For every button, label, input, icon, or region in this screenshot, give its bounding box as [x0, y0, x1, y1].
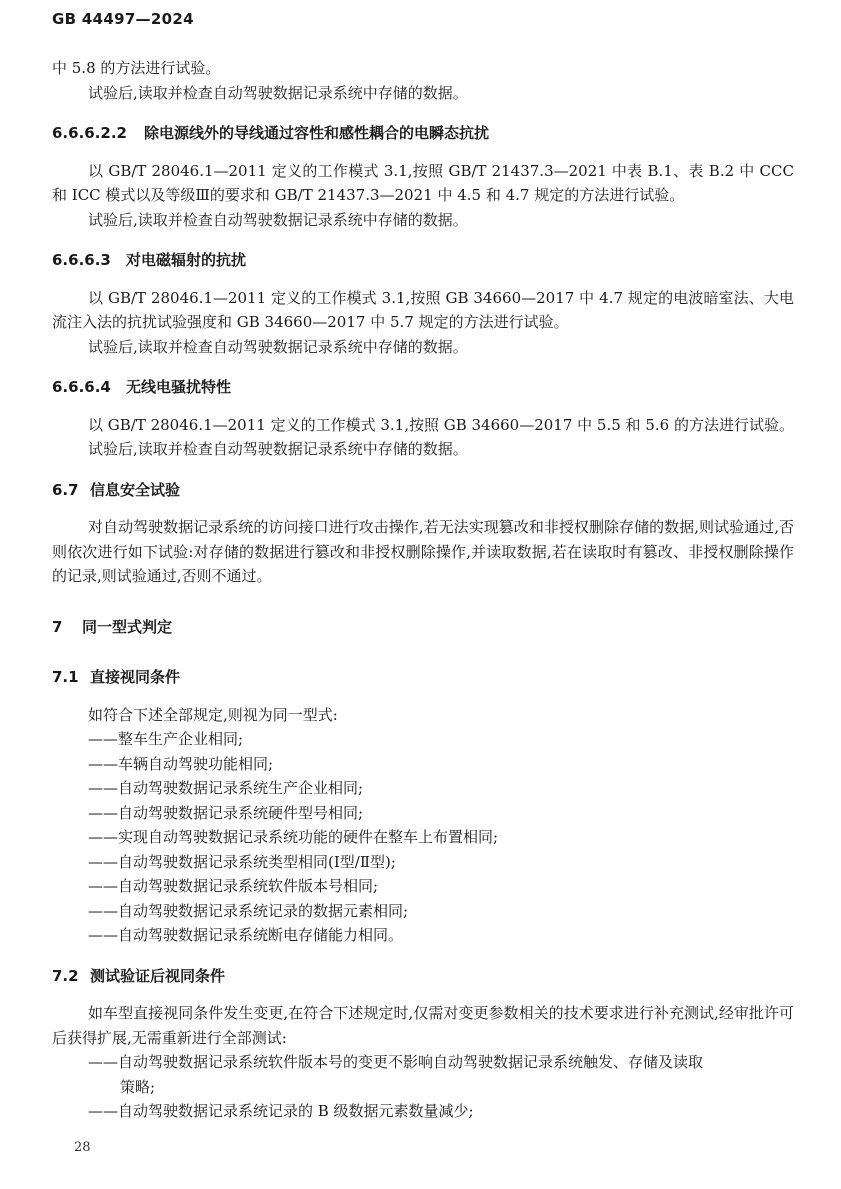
clause-title: 测试验证后视同条件 [90, 966, 226, 985]
standard-code-header: GB 44497—2024 [52, 10, 194, 28]
chapter-number: 7 [52, 617, 63, 636]
paragraph: 如车型直接视同条件发生变更,在符合下述规定时,仅需对变更参数相关的技术要求进行补充测试,经审批许可后获得扩展,无需重新进行全部测试: [52, 1004, 794, 1047]
list-item-continuation: 策略; [120, 1077, 156, 1096]
clause-title: 除电源线外的导线通过容性和感性耦合的电瞬态抗扰 [144, 124, 490, 142]
page-number: 28 [74, 1140, 91, 1155]
chapter-title: 同一型式判定 [82, 617, 173, 636]
list-item: ——车辆自动驾驶功能相同; [88, 754, 274, 773]
list-item [52, 1050, 794, 1099]
paragraph: 以 GB/T 28046.1—2011 定义的工作模式 3.1,按照 GB/T 21437.3—2021 中表 B.1、表 B.2 中 CCC 和 ICC 模式以及等级Ⅲ的要求和 GB/T 21437.3—2021 中 4.5 和 4.7 规定的方法进行试验。 [52, 161, 794, 204]
list-item: ——自动驾驶数据记录系统软件版本号相同; [88, 877, 379, 895]
clause-heading [52, 964, 794, 989]
clause-heading [52, 248, 794, 273]
paragraph: 试验后,读取并检查自动驾驶数据记录系统中存储的数据。 [88, 83, 468, 102]
clause-number: 7.2 [52, 966, 79, 985]
chapter-heading [52, 615, 794, 640]
paragraph: 试验后,读取并检查自动驾驶数据记录系统中存储的数据。 [88, 440, 468, 458]
clause-heading [52, 121, 794, 146]
paragraph: 试验后,读取并检查自动驾驶数据记录系统中存储的数据。 [88, 210, 468, 229]
clause-heading [52, 478, 794, 503]
clause-heading [52, 375, 794, 400]
clause-title: 信息安全试验 [90, 480, 181, 499]
paragraph: 如符合下述全部规定,则视为同一型式: [88, 705, 338, 724]
clause-number: 6.6.6.2.2 [52, 124, 127, 142]
paragraph: 试验后,读取并检查自动驾驶数据记录系统中存储的数据。 [88, 337, 468, 356]
clause-title: 对电磁辐射的抗扰 [126, 251, 247, 269]
page-body [52, 56, 794, 1124]
paragraph: 中 5.8 的方法进行试验。 [52, 59, 221, 77]
paragraph: 以 GB/T 28046.1—2011 定义的工作模式 3.1,按照 GB 34660—2017 中 5.5 和 5.6 的方法进行试验。 [88, 415, 794, 434]
clause-title: 直接视同条件 [90, 668, 181, 686]
clause-heading [52, 665, 794, 690]
list-item-line: ——自动驾驶数据记录系统软件版本号的变更不影响自动驾驶数据记录系统触发、存储及读取 [88, 1053, 704, 1071]
paragraph: 对自动驾驶数据记录系统的访问接口进行攻击操作,若无法实现篡改和非授权删除存储的数据,则试验通过,否则依次进行如下试验:对存储的数据进行篡改和非授权删除操作,并读取数据,若在读取时有篡改、非授权删除操作的记录,则试验通过,否则不通过。 [52, 518, 794, 585]
clause-title: 无线电骚扰特性 [126, 378, 232, 396]
clause-number: 6.6.6.4 [52, 378, 111, 396]
list-item: ——实现自动驾驶数据记录系统功能的硬件在整车上布置相同; [88, 828, 499, 846]
paragraph: 以 GB/T 28046.1—2011 定义的工作模式 3.1,按照 GB 34660—2017 中 4.7 规定的电波暗室法、大电流注入法的抗扰试验强度和 GB 34660—2017 中 5.7 规定的方法进行试验。 [52, 288, 794, 331]
list-item: ——自动驾驶数据记录系统记录的 B 级数据元素数量减少; [88, 1102, 474, 1120]
list-item: ——整车生产企业相同; [88, 730, 244, 748]
clause-number: 6.6.6.3 [52, 251, 111, 269]
list-item: ——自动驾驶数据记录系统记录的数据元素相同; [88, 901, 409, 920]
list-item: ——自动驾驶数据记录系统断电存储能力相同。 [88, 926, 404, 944]
clause-number: 6.7 [52, 480, 79, 499]
list-item: ——自动驾驶数据记录系统生产企业相同; [88, 779, 364, 797]
list-item: ——自动驾驶数据记录系统类型相同(Ⅰ型/Ⅱ型); [88, 852, 396, 871]
clause-number: 7.1 [52, 668, 79, 686]
list-item: ——自动驾驶数据记录系统硬件型号相同; [88, 803, 364, 822]
